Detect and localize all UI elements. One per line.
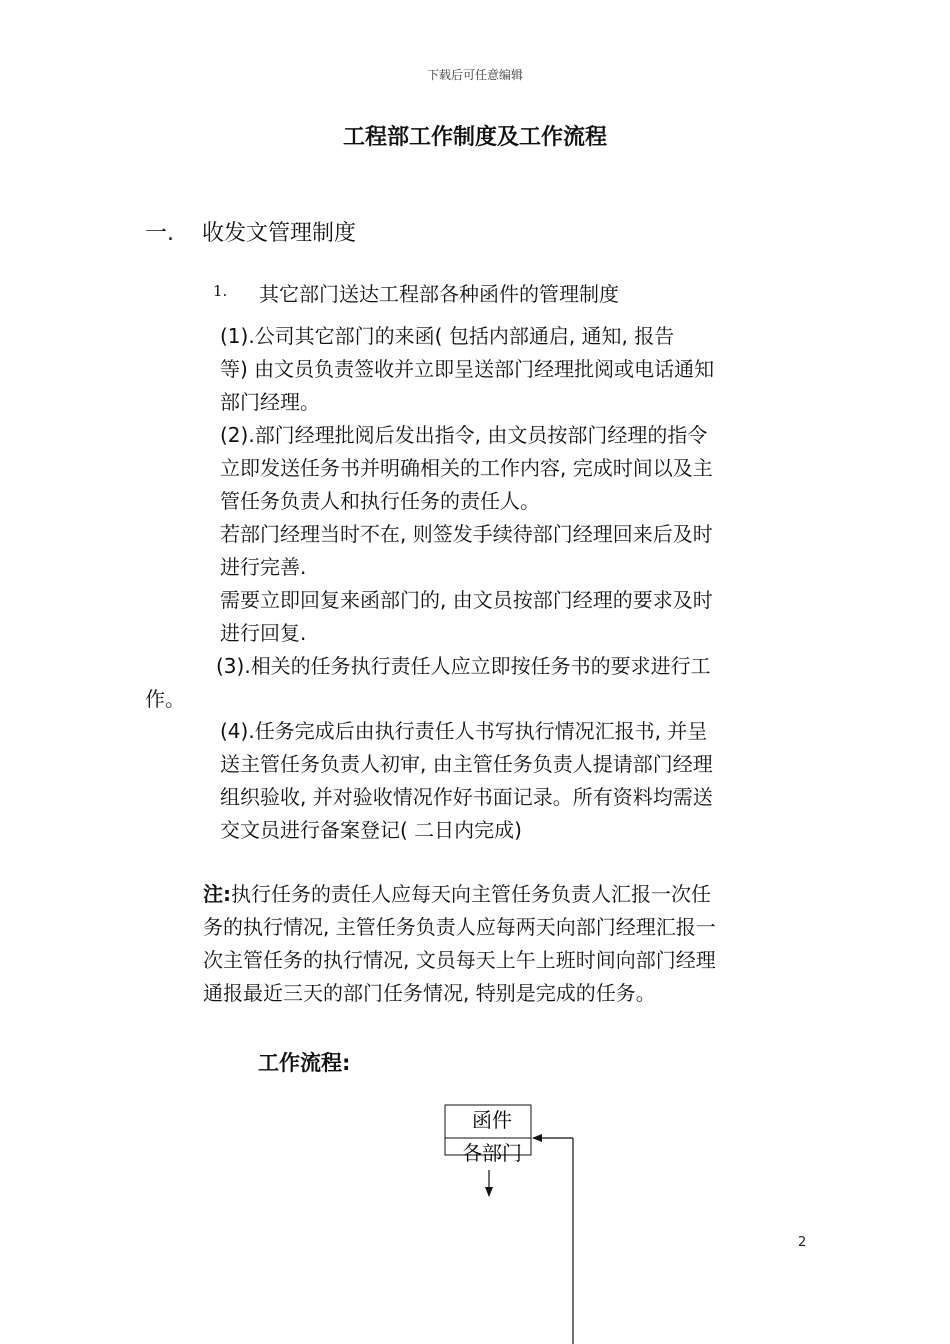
subsection-title: 其它部门送达工程部各种函件的管理制度 bbox=[259, 282, 619, 306]
paragraph-line: 作。 bbox=[145, 687, 185, 711]
paragraph-line: 若部门经理当时不在, 则签发手续待部门经理回来后及时 bbox=[220, 522, 713, 546]
subsection-number: 1. bbox=[213, 282, 228, 300]
page-header: 下载后可任意编辑 bbox=[426, 68, 523, 82]
paragraph-line: 送主管任务负责人初审, 由主管任务负责人提请部门经理 bbox=[220, 752, 713, 776]
note-label: 注: bbox=[203, 882, 231, 906]
section-number: 一. bbox=[145, 221, 174, 246]
paragraph-line: 需要立即回复来函部门的, 由文员按部门经理的要求及时 bbox=[220, 588, 713, 612]
flow-heading: 工作流程: bbox=[258, 1051, 351, 1075]
document-title: 工程部工作制度及工作流程 bbox=[342, 125, 607, 150]
paragraph-line: 等) 由文员负责签收并立即呈送部门经理批阅或电话通知 bbox=[220, 357, 715, 381]
box-top-label: 函件 bbox=[472, 1108, 512, 1132]
page-number: 2 bbox=[798, 1235, 807, 1250]
paragraph-line: 部门经理。 bbox=[220, 390, 320, 414]
note-line: 次主管任务的执行情况, 文员每天上午上班时间向部门经理 bbox=[203, 948, 716, 972]
box-bottom-label: 各部门 bbox=[462, 1141, 522, 1165]
note-text: 执行任务的责任人应每天向主管任务负责人汇报一次任 bbox=[231, 882, 711, 906]
paragraph-line: 交文员进行备案登记( 二日内完成) bbox=[220, 818, 522, 842]
section-title: 收发文管理制度 bbox=[202, 221, 357, 246]
paragraph-line: (2).部门经理批阅后发出指令, 由文员按部门经理的指令 bbox=[220, 423, 708, 447]
paragraph-line: 组织验收, 并对验收情况作好书面记录。所有资料均需送 bbox=[220, 785, 713, 809]
paragraph-line: (3).相关的任务执行责任人应立即按任务书的要求进行工 bbox=[216, 654, 711, 678]
paragraph-line: (1).公司其它部门的来函( 包括内部通启, 通知, 报告 bbox=[220, 324, 675, 348]
paragraph-line: 管任务负责人和执行任务的责任人。 bbox=[220, 489, 540, 513]
paragraph-line: (4).任务完成后由执行责任人书写执行情况汇报书, 并呈 bbox=[220, 719, 708, 743]
paragraph-line: 立即发送任务书并明确相关的工作内容, 完成时间以及主 bbox=[220, 456, 713, 480]
paragraph-line: 进行回复. bbox=[220, 621, 307, 645]
note-line: 通报最近三天的部门任务情况, 特别是完成的任务。 bbox=[203, 981, 656, 1005]
paragraph-line: 进行完善. bbox=[220, 555, 307, 579]
note-line: 务的执行情况, 主管任务负责人应每两天向部门经理汇报一 bbox=[203, 915, 716, 939]
